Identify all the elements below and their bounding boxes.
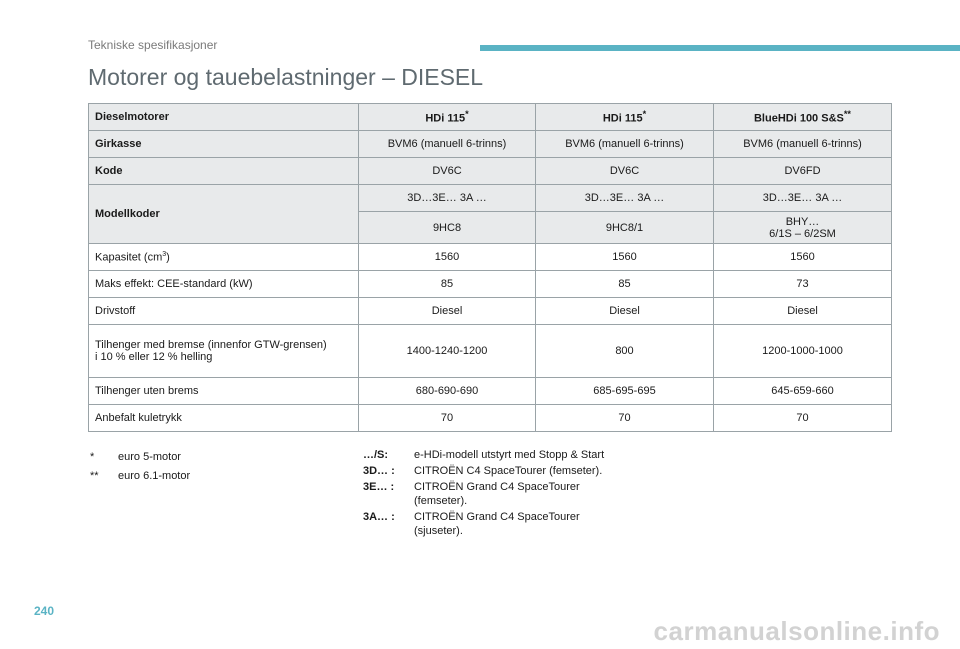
table-cell: 70 bbox=[536, 405, 714, 432]
table-cell: 9HC8/1 bbox=[536, 212, 714, 244]
table-cell: 1560 bbox=[536, 244, 714, 271]
header-accent-bar bbox=[480, 45, 960, 51]
watermark: carmanualsonline.info bbox=[653, 616, 940, 646]
section-label: Tekniske spesifikasjoner bbox=[88, 38, 218, 52]
table-cell: Diesel bbox=[359, 298, 536, 325]
row-label-effekt: Maks effekt: CEE-standard (kW) bbox=[89, 271, 359, 298]
legend-item bbox=[363, 510, 613, 538]
table-cell: 645-659-660 bbox=[714, 378, 892, 405]
table-row bbox=[89, 131, 892, 158]
table-cell: BVM6 (manuell 6-trinns) bbox=[536, 131, 714, 158]
table-cell: 73 bbox=[714, 271, 892, 298]
table-cell: Diesel bbox=[714, 298, 892, 325]
table-cell: 685-695-695 bbox=[536, 378, 714, 405]
footnotes bbox=[90, 448, 190, 486]
table-cell: BVM6 (manuell 6-trinns) bbox=[359, 131, 536, 158]
table-cell: 3D…3E… 3A … bbox=[536, 185, 714, 212]
footnote-text: euro 6.1-motor bbox=[118, 470, 191, 482]
row-label-tilhenger-uten: Tilhenger uten brems bbox=[89, 378, 359, 405]
table-cell: Diesel bbox=[536, 298, 714, 325]
table-cell: 1200-1000-1000 bbox=[714, 325, 892, 378]
legend-key: …/S: bbox=[363, 449, 389, 461]
table-cell: DV6C bbox=[359, 158, 536, 185]
table-row bbox=[89, 405, 892, 432]
table-cell: BHY… 6/1S – 6/2SM bbox=[714, 212, 892, 244]
table-cell: 680-690-690 bbox=[359, 378, 536, 405]
table-cell: 1560 bbox=[714, 244, 892, 271]
row-label-kuletrykk: Anbefalt kuletrykk bbox=[89, 405, 359, 432]
page-number: 240 bbox=[34, 604, 55, 618]
header-col-3: BlueHDi 100 S&S** bbox=[714, 104, 892, 131]
table-cell: 70 bbox=[714, 405, 892, 432]
header-label: Dieselmotorer bbox=[89, 104, 359, 131]
table-cell: 85 bbox=[536, 271, 714, 298]
footnote-text: euro 5-motor bbox=[118, 451, 181, 463]
table-cell: 1400-1240-1200 bbox=[359, 325, 536, 378]
row-label-kapasitet: Kapasitet $(cm^3)$ bbox=[89, 244, 359, 271]
table-row bbox=[89, 271, 892, 298]
table-header-row bbox=[89, 104, 892, 131]
legend-text: e-HDi-modell utstyrt med Stopp & Start bbox=[414, 449, 605, 461]
table-row bbox=[89, 158, 892, 185]
header-col-2: HDi 115* bbox=[536, 104, 714, 131]
legend-key: 3E… : bbox=[363, 481, 395, 493]
legend-text: CITROËN Grand C4 SpaceTourer (sjuseter). bbox=[414, 511, 580, 537]
footnote-item bbox=[90, 448, 190, 467]
legend-text: CITROËN C4 SpaceTourer (femseter). bbox=[414, 465, 603, 477]
table-row bbox=[89, 325, 892, 378]
footnote-mark: * bbox=[90, 451, 95, 463]
table-cell: 800 bbox=[536, 325, 714, 378]
table-cell: DV6FD bbox=[714, 158, 892, 185]
row-label-modellkoder: Modellkoder bbox=[89, 185, 359, 244]
table-cell: 9HC8 bbox=[359, 212, 536, 244]
legend-item bbox=[363, 464, 613, 478]
legend-text: CITROËN Grand C4 SpaceTourer (femseter). bbox=[414, 481, 580, 507]
page-title: Motorer og tauebelastninger – DIESEL bbox=[88, 64, 484, 90]
header-col-1: HDi 115* bbox=[359, 104, 536, 131]
table-row bbox=[89, 185, 892, 212]
code-legend bbox=[363, 448, 613, 540]
table-cell: 3D…3E… 3A … bbox=[359, 185, 536, 212]
table-cell: 3D…3E… 3A … bbox=[714, 185, 892, 212]
legend-key: 3A… : bbox=[363, 511, 395, 523]
table-row bbox=[89, 298, 892, 325]
footnote-item bbox=[90, 467, 190, 486]
table-cell: 1560 bbox=[359, 244, 536, 271]
table-row bbox=[89, 378, 892, 405]
legend-key: 3D… : bbox=[363, 465, 395, 477]
row-label-girkasse: Girkasse bbox=[89, 131, 359, 158]
row-label-kode: Kode bbox=[89, 158, 359, 185]
table-row bbox=[89, 244, 892, 271]
table-cell: 85 bbox=[359, 271, 536, 298]
table-cell: DV6C bbox=[536, 158, 714, 185]
row-label-drivstoff: Drivstoff bbox=[89, 298, 359, 325]
row-label-tilhenger-bremse: Tilhenger med bremse (innenfor GTW-grensen) i 10 % eller 12 % helling bbox=[89, 325, 359, 378]
table-cell: 70 bbox=[359, 405, 536, 432]
footnote-mark: ** bbox=[90, 470, 99, 482]
table-cell: BVM6 (manuell 6-trinns) bbox=[714, 131, 892, 158]
legend-item bbox=[363, 480, 613, 508]
legend-item bbox=[363, 448, 613, 462]
engine-spec-table bbox=[88, 103, 892, 432]
